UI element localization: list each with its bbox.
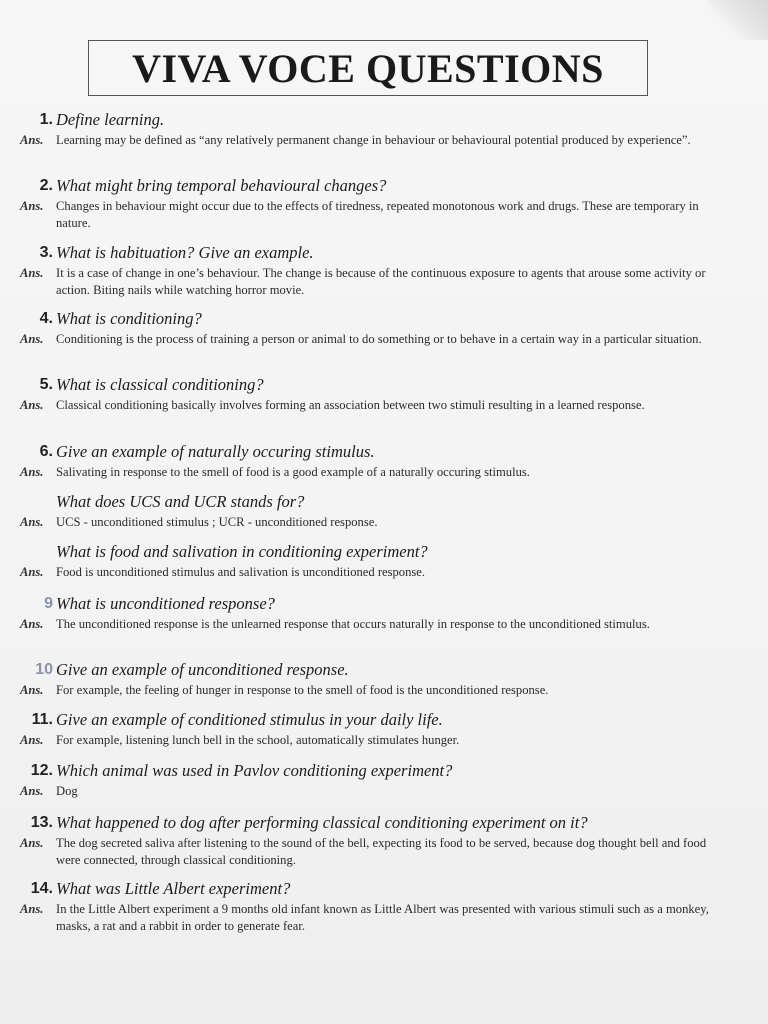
qa-item-11 [0,710,768,749]
question-number: 1. [39,111,53,128]
question-number: 9 [44,595,53,612]
question-text: What does UCS and UCR stands for? [56,492,305,511]
answer-text: In the Little Albert experiment a 9 months old infant known as Little Albert was presented with various stimuli such as a monkey, masks, a rat and a rabbit in order to generate fear. [56,902,709,933]
answer-row [0,397,768,414]
answer-text: It is a case of change in one’s behaviour. The change is because of the continuous exposure to agents that arouse some activity or action. Biting nails while watching horror movie. [56,266,706,297]
question-row [0,492,768,512]
question-number: 11. [31,711,53,728]
answer-label: Ans. [20,398,44,412]
question-row [0,813,768,833]
question-text: Define learning. [56,110,165,129]
qa-item-8 [0,542,768,581]
question-text: Give an example of conditioned stimulus in your daily life. [56,710,443,729]
question-text: What is unconditioned response? [56,594,275,613]
question-row [0,110,768,130]
answer-label: Ans. [20,733,44,747]
answer-label: Ans. [20,683,44,697]
question-row [0,660,768,680]
answer-label: Ans. [20,784,44,798]
answer-row [0,265,768,298]
question-text: What might bring temporal behavioural changes? [56,176,387,195]
answer-text: Salivating in response to the smell of food is a good example of a naturally occuring stimulus. [56,465,530,479]
question-number: 2. [39,177,53,194]
answer-label: Ans. [20,266,44,280]
question-row [0,761,768,781]
answer-row [0,198,768,231]
answer-label: Ans. [20,565,44,579]
answer-text: For example, the feeling of hunger in response to the smell of food is the unconditioned response. [56,683,549,697]
question-row [0,594,768,614]
answer-label: Ans. [20,465,44,479]
answer-row [0,564,768,581]
question-text: What is conditioning? [56,309,202,328]
question-number: 13. [30,814,53,831]
answer-label: Ans. [20,133,44,147]
answer-row [0,732,768,749]
answer-text: For example, listening lunch bell in the school, automatically stimulates hunger. [56,733,460,747]
answer-text: Learning may be defined as “any relatively permanent change in behaviour or behavioural potential produced by experience”. [56,133,691,147]
question-row [0,176,768,196]
question-row [0,542,768,562]
question-text: What is food and salivation in conditioning experiment? [56,542,428,561]
answer-row [0,682,768,699]
question-number: 10 [35,661,53,678]
answer-label: Ans. [20,332,44,346]
page-title: VIVA VOCE QUESTIONS [132,45,604,91]
question-row [0,710,768,730]
qa-item-2 [0,176,768,231]
question-text: Give an example of unconditioned response. [56,660,349,679]
qa-item-1 [0,110,768,149]
answer-row [0,901,768,934]
qa-item-7 [0,492,768,531]
answer-row [0,514,768,531]
question-number: 6. [39,443,53,460]
question-text: What is classical conditioning? [56,375,264,394]
qa-item-13 [0,813,768,868]
answer-row [0,132,768,149]
answer-text: Dog [56,784,78,798]
qa-item-3 [0,243,768,298]
answer-row [0,616,768,633]
answer-row [0,331,768,348]
answer-text: Changes in behaviour might occur due to the effects of tiredness, repeated monotonous work and drugs. These are temporary in nature. [56,199,699,230]
answer-label: Ans. [20,902,44,916]
question-number: 12. [30,762,53,779]
qa-item-5 [0,375,768,414]
question-text: What is habituation? Give an example. [56,243,314,262]
answer-text: Classical conditioning basically involves forming an association between two stimuli resulting in a learned response. [56,398,645,412]
question-row [0,442,768,462]
answer-label: Ans. [20,617,44,631]
answer-label: Ans. [20,836,44,850]
question-row [0,375,768,395]
question-row [0,309,768,329]
question-row [0,243,768,263]
qa-item-10 [0,660,768,699]
question-row [0,879,768,899]
answer-row [0,783,768,800]
question-number: 3. [39,244,53,261]
answer-label: Ans. [20,199,44,213]
title-box [88,40,648,96]
qa-item-4 [0,309,768,348]
question-text: What was Little Albert experiment? [56,879,291,898]
qa-item-12 [0,761,768,800]
question-number: 4. [39,310,53,327]
answer-text: Conditioning is the process of training a person or animal to do something or to behave in a certain way in a particular situation. [56,332,702,346]
question-text: Give an example of naturally occuring stimulus. [56,442,375,461]
page-corner-shadow [708,0,768,40]
answer-row [0,835,768,868]
answer-text: The unconditioned response is the unlearned response that occurs naturally in response to the unconditioned stimulus. [56,617,650,631]
answer-label: Ans. [20,515,44,529]
answer-text: The dog secreted saliva after listening to the sound of the bell, expecting its food to be served, because dog thought bell and food were connected, through classical conditioning. [56,836,707,867]
answer-text: Food is unconditioned stimulus and salivation is unconditioned response. [56,565,426,579]
question-text: What happened to dog after performing classical conditioning experiment on it? [56,813,588,832]
question-number: 14. [30,880,53,897]
question-number: 5. [39,376,53,393]
answer-text: UCS - unconditioned stimulus ; UCR - unconditioned response. [56,515,378,529]
answer-row [0,464,768,481]
question-text: Which animal was used in Pavlov conditioning experiment? [56,761,453,780]
qa-item-9 [0,594,768,633]
qa-item-6 [0,442,768,481]
qa-item-14 [0,879,768,934]
